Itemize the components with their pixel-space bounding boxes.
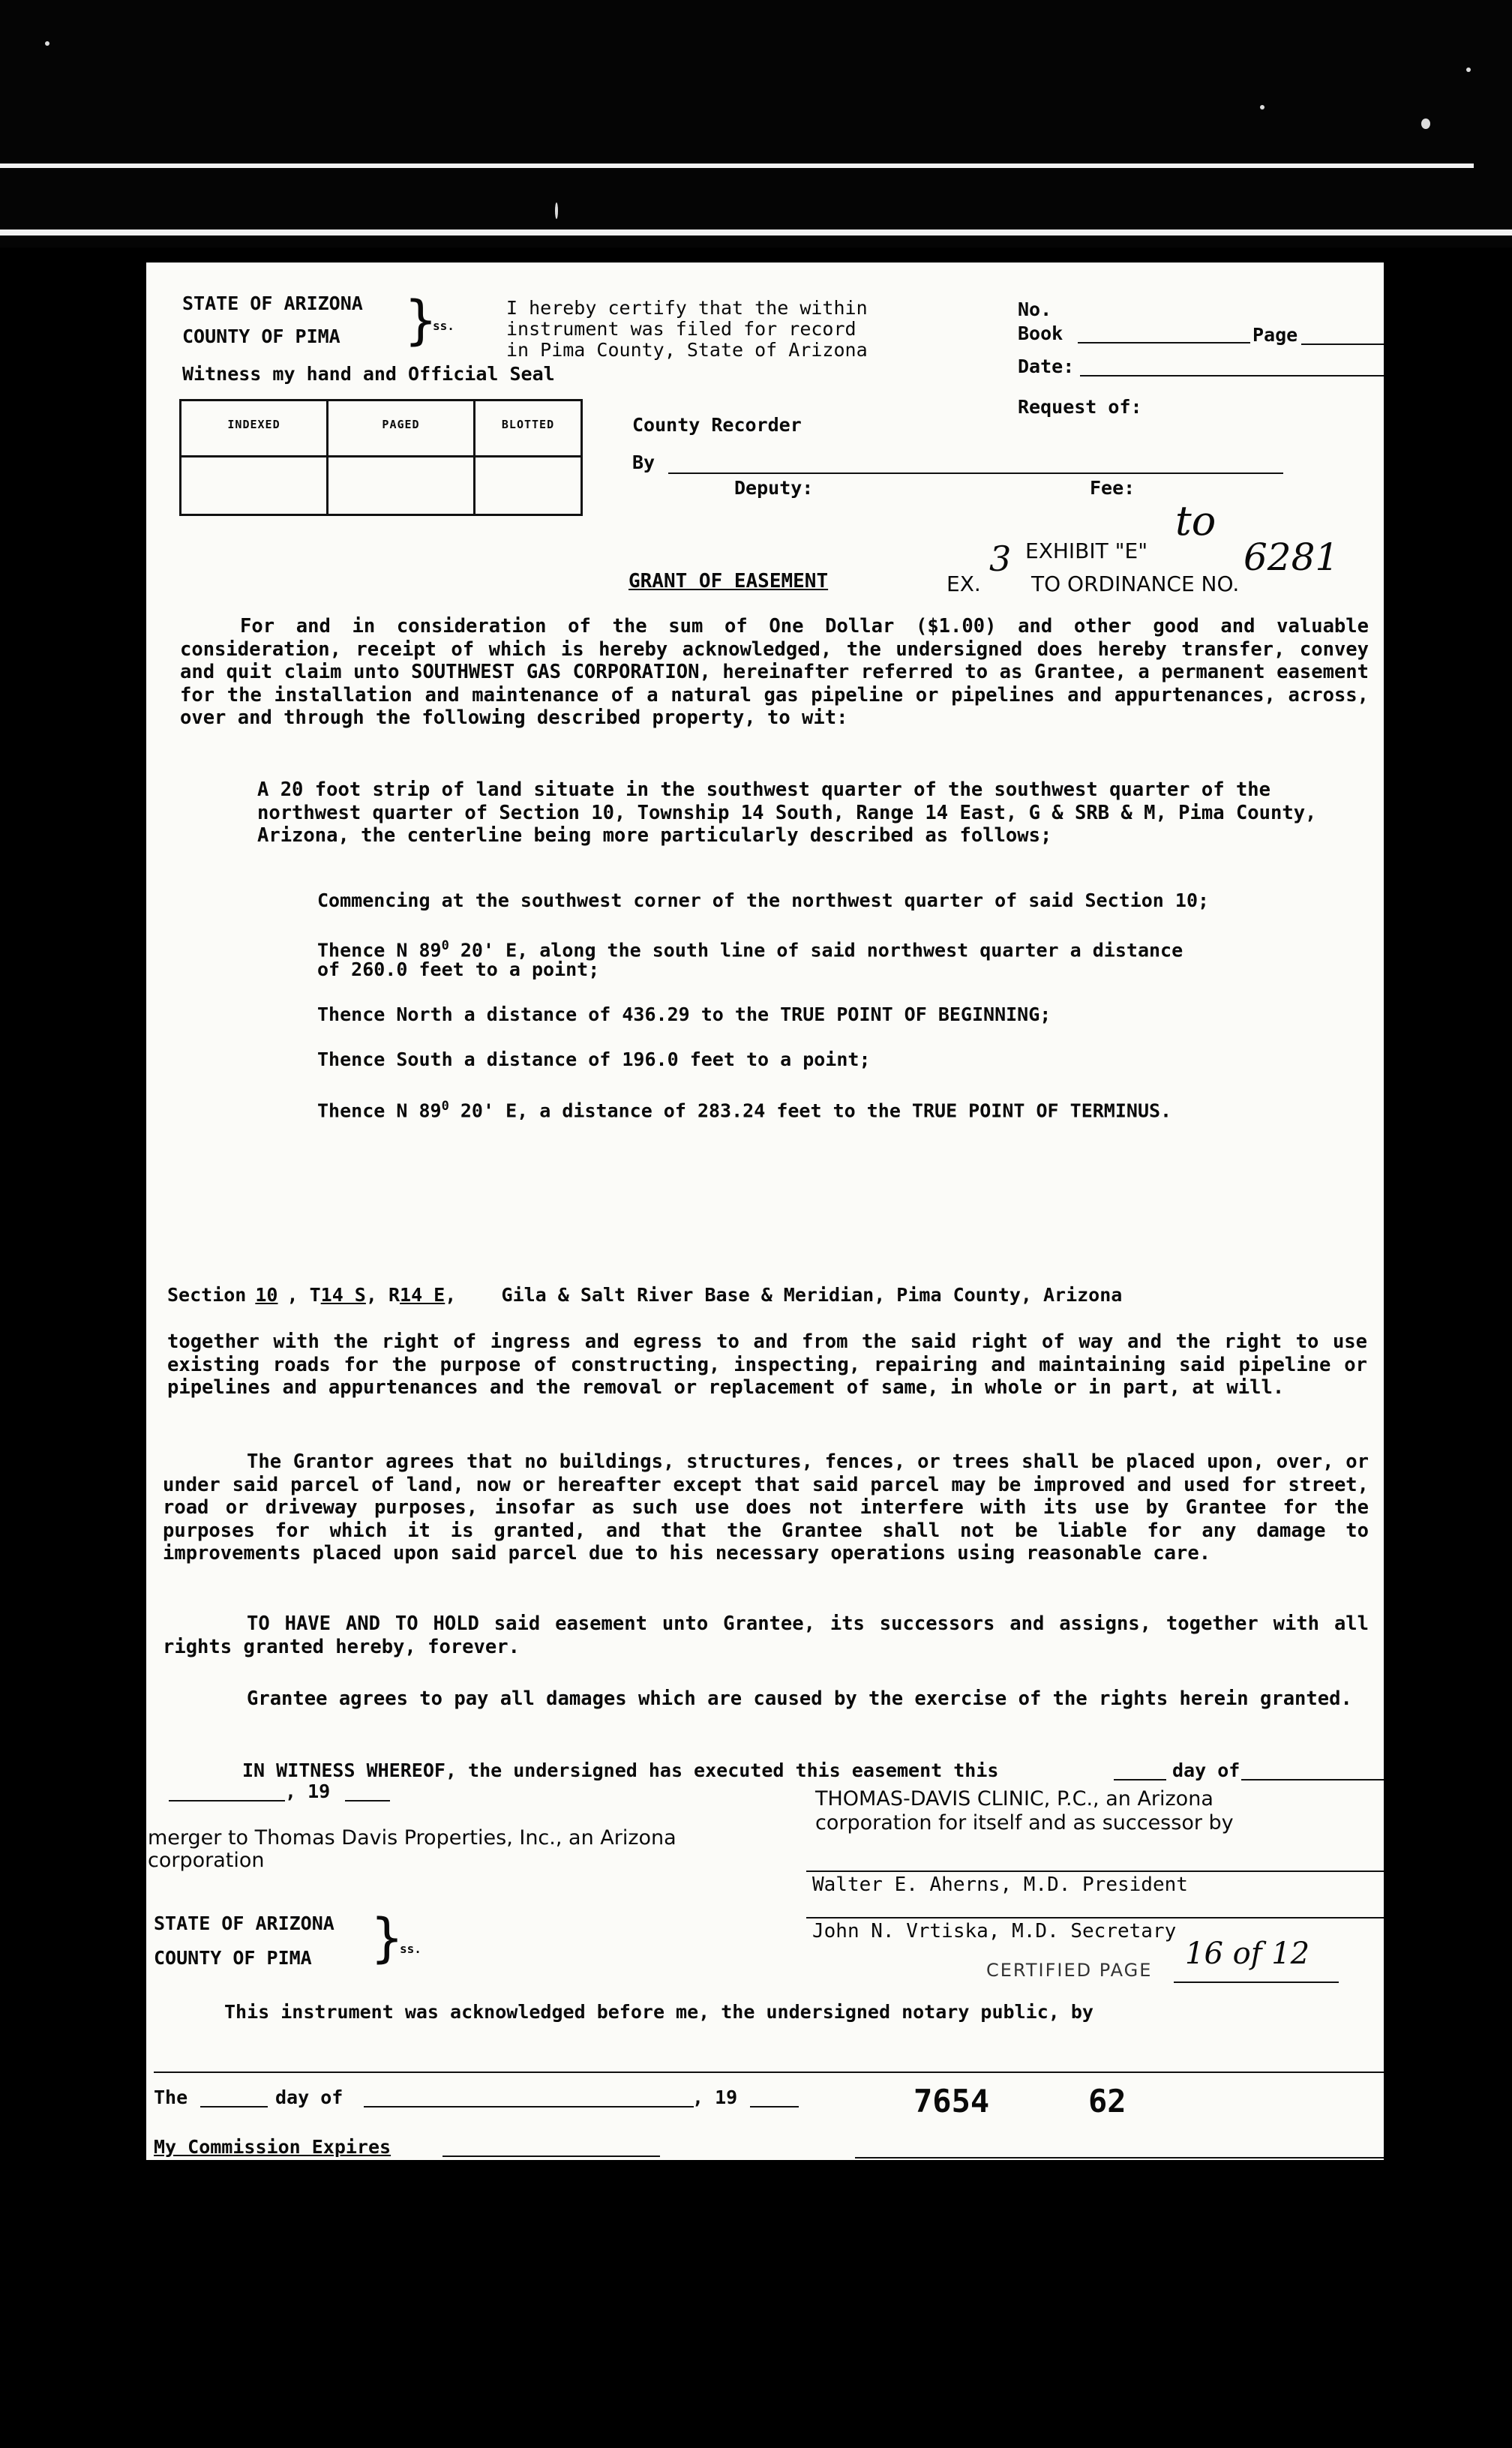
ingress-paragraph: together with the right of ingress and egress to and from the said right of way and the right to use existing roads for the purpose of constructing, inspecting, repairing and maintaining said pipeline or pipelines and appurtenances and the removal or replacement of same, in whole or in part, at will. xyxy=(167,1330,1367,1399)
page-line xyxy=(1301,344,1384,345)
commission-line xyxy=(442,2156,660,2157)
recording-page: 62 xyxy=(1088,2083,1126,2120)
county-label-2: COUNTY OF PIMA xyxy=(154,1947,312,1969)
certify-text: in Pima County, State of Arizona xyxy=(506,339,868,361)
certify-text: instrument was filed for record xyxy=(506,318,856,340)
company-name: THOMAS-DAVIS CLINIC, P.C., an Arizona xyxy=(815,1787,1214,1810)
signature-line-2 xyxy=(806,1917,1384,1918)
signature-line-1 xyxy=(806,1870,1384,1872)
the-label: The xyxy=(154,2086,188,2108)
the-blank xyxy=(200,2106,268,2108)
brace-icon-2: } xyxy=(371,1907,404,1969)
company-name-2: corporation for itself and as successor by xyxy=(815,1811,1234,1834)
witness-seal: Witness my hand and Official Seal xyxy=(182,363,555,385)
thence-line-3: Thence South a distance of 196.0 feet to a point; xyxy=(317,1048,871,1070)
deputy-label: Deputy: xyxy=(734,477,814,499)
scan-speck xyxy=(1260,105,1264,110)
witness-year: , 19 xyxy=(285,1780,331,1802)
month-blank xyxy=(1241,1779,1384,1780)
document-title: GRANT OF EASEMENT xyxy=(628,570,829,592)
notary-line xyxy=(855,2157,1384,2158)
year-label: , 19 xyxy=(692,2086,738,2108)
index-box xyxy=(179,399,583,516)
state-label-2: STATE OF ARIZONA xyxy=(154,1912,334,1934)
book-label: Book xyxy=(1018,322,1064,344)
acknowledgment-text: This instrument was acknowledged before me, the undersigned notary public, by xyxy=(224,2001,1094,2023)
day-of-label: day of xyxy=(275,2086,344,2108)
book-line xyxy=(1078,342,1250,344)
certified-page-number: 16 of 12 xyxy=(1185,1936,1310,1971)
to-have-paragraph: TO HAVE AND TO HOLD said easement unto Grantee, its successors and assigns, together with all rights granted hereby, forever. xyxy=(163,1612,1369,1658)
certified-line xyxy=(1174,1982,1339,1983)
damages-paragraph: Grantee agrees to pay all damages which are caused by the exercise of the rights herein granted. xyxy=(247,1688,1352,1710)
handwritten-to: to xyxy=(1175,497,1216,544)
date-label: Date: xyxy=(1018,356,1075,377)
ss-label-2: ss. xyxy=(400,1942,422,1956)
strip-description: A 20 foot strip of land situate in the southwest quarter of the southwest quarter of the northwest quarter of Section 10, Township 14 South, Range 14 East, G & SRB & M, Pima County, Arizona, the centerline being more particularly described as follows; xyxy=(257,778,1317,847)
day-blank xyxy=(1114,1779,1166,1780)
thence-line-1b: of 260.0 feet to a point; xyxy=(317,958,600,980)
scan-speck xyxy=(45,41,50,46)
exhibit-label: EXHIBIT "E" xyxy=(1025,538,1148,563)
certify-text: I hereby certify that the within xyxy=(506,297,868,319)
recording-number: 7654 xyxy=(914,2083,990,2120)
ex-label: EX. xyxy=(946,572,981,596)
witness-day-of: day of xyxy=(1172,1760,1240,1781)
year-blank xyxy=(345,1800,390,1802)
date-line xyxy=(1080,375,1384,376)
by-label: By xyxy=(632,452,656,473)
county-recorder-label: County Recorder xyxy=(632,414,802,436)
handwritten-ex-number: 3 xyxy=(989,538,1012,579)
month-blank-3 xyxy=(364,2106,694,2108)
signer-president: Walter E. Aherns, M.D. President xyxy=(812,1874,1188,1896)
commencing-line: Commencing at the southwest corner of the northwest quarter of said Section 10; xyxy=(317,890,1210,911)
ordinance-label: TO ORDINANCE NO. xyxy=(1031,572,1240,596)
page-label: Page xyxy=(1252,324,1298,346)
ss-label: ss. xyxy=(433,319,454,333)
merger-text: merger to Thomas Davis Properties, Inc., an Arizona xyxy=(148,1826,676,1850)
brace-icon: } xyxy=(405,290,437,351)
request-of-label: Request of: xyxy=(1018,396,1142,418)
scan-speck xyxy=(1421,118,1430,129)
thence-line-1: Thence N $89^0$ 20' E, along the south line of said northwest quarter a distance xyxy=(317,938,1184,962)
handwritten-ordinance-number: 6281 xyxy=(1244,536,1340,579)
scan-speck xyxy=(555,202,558,219)
fee-label: Fee: xyxy=(1090,477,1136,499)
section-line: Section 10 , T14 S, R14 E, Gila & Salt River Base & Meridian, Pima County, Arizona xyxy=(167,1284,1123,1306)
paged-label: PAGED xyxy=(382,418,420,431)
scan-edge-line xyxy=(0,230,1512,236)
witness-line: IN WITNESS WHEREOF, the undersigned has executed this easement this xyxy=(242,1760,999,1781)
scan-background xyxy=(0,0,1512,248)
no-label: No. xyxy=(1018,298,1052,320)
grantor-paragraph: The Grantor agrees that no buildings, structures, fences, or trees shall be placed upon, over, or under said parcel of land, now or hereafter except that said parcel may be improved and used for street, road or driveway purposes, insofar as such use does not interfere with its use by Grantee for the purposes for which it is granted, and that the Grantee shall not be liable for any damage to improvements placed upon said parcel due to his necessary operations using reasonable care. xyxy=(163,1450,1369,1564)
document-page xyxy=(146,262,1384,2160)
scan-speck xyxy=(1466,68,1471,72)
signer-secretary: John N. Vrtiska, M.D. Secretary xyxy=(812,1920,1177,1942)
thence-line-2: Thence North a distance of 436.29 to the TRUE POINT OF BEGINNING; xyxy=(317,1004,1052,1025)
month-blank-2 xyxy=(169,1800,285,1802)
merger-text-2: corporation xyxy=(148,1849,265,1872)
year-blank-2 xyxy=(750,2106,799,2108)
thence-line-4: Thence N $89^0$ 20' E, a distance of 283.24 feet to the TRUE POINT OF TERMINUS. xyxy=(317,1099,1172,1122)
acknowledgment-line xyxy=(154,2072,1384,2073)
indexed-label: INDEXED xyxy=(227,418,280,431)
state-label: STATE OF ARIZONA xyxy=(182,292,363,314)
consideration-paragraph: For and in consideration of the sum of One Dollar ($1.00) and other good and valuable consideration, receipt of which is hereby acknowledged, the undersigned does hereby transfer, convey and quit claim unto SOUTHWEST GAS CORPORATION, hereinafter referred to as Grantee, a permanent easement for the installation and maintenance of a natural gas pipeline or pipelines and appurtenances, across, over and through the following described property, to wit: xyxy=(180,615,1369,729)
commission-label: My Commission Expires xyxy=(154,2136,392,2158)
blotted-label: BLOTTED xyxy=(501,418,555,431)
county-label: COUNTY OF PIMA xyxy=(182,326,340,347)
by-line xyxy=(668,472,1283,474)
certified-page-stamp: CERTIFIED PAGE xyxy=(986,1960,1153,1981)
scan-edge-line xyxy=(0,164,1474,168)
